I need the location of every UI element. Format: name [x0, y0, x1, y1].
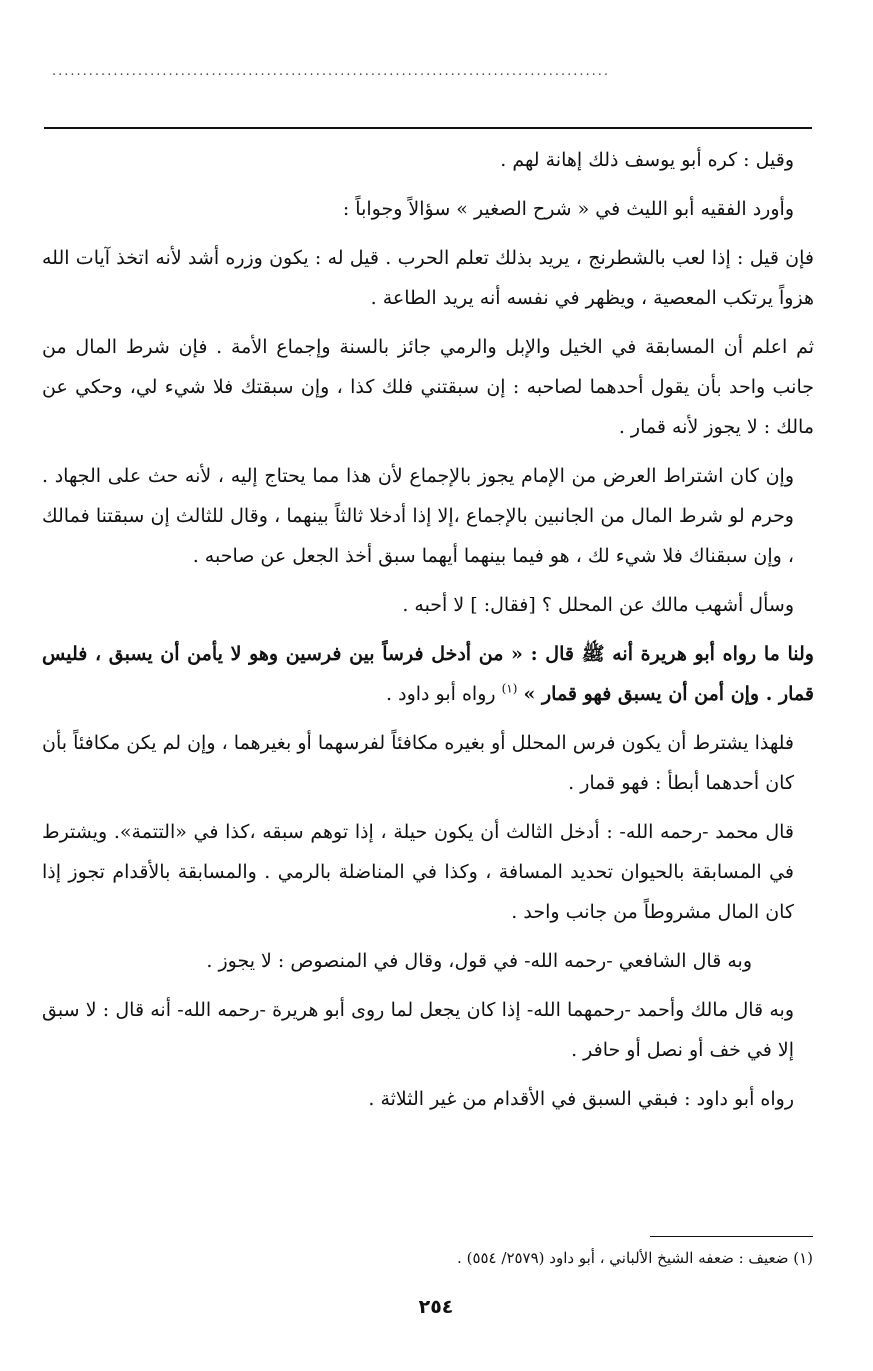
footnote-marker: (١): [501, 681, 518, 696]
paragraph-10: وبه قال الشافعي -رحمه الله- في قول، وقال في المنصوص : لا يجوز .: [206, 950, 752, 972]
page-body: [42, 140, 814, 1128]
page-number: ٢٥٤: [418, 1296, 454, 1318]
footnote: (١) ضعيف : ضعفه الشيخ الألباني ، أبو داود (٢٥٧٩/ ٥٥٤) .: [457, 1249, 813, 1267]
paragraph-1: وقيل : كره أبو يوسف ذلك إهانة لهم .: [500, 149, 794, 171]
paragraph-6: وسأل أشهب مالك عن المحلل ؟ [فقال: ] لا أحبه .: [402, 594, 794, 616]
paragraph-12: رواه أبو داود : فبقي السبق في الأقدام من غير الثلاثة .: [368, 1088, 794, 1110]
hadith-source: رواه أبو داود .: [386, 683, 496, 705]
paragraph-4: ثم اعلم أن المسابقة في الخيل والإبل والرمي جائز بالسنة وإجماع الأمة . فإن شرط المال من جانب واحد بأن يقول أحدهما لصاحبه : إن سبقتني فلك كذا ، وإن سبقتك فلا شيء لي، وحكي عن مالك : لا يجوز لأنه قمار .: [42, 336, 814, 438]
paragraph-5: وإن كان اشتراط العرض من الإمام يجوز بالإجماع لأن هذا مما يحتاج إليه ، لأنه حث على الجهاد . وحرم لو شرط المال من الجانبين بالإجماع ،إلا إذا أدخلا ثالثاً بينهما ، وقال للثالث إن سبقتنا فمالك ، وإن سبقناك فلا شيء لك ، هو فيما بينهما أيهما سبق أخذ الجعل عن صاحبه .: [42, 465, 794, 567]
paragraph-11: وبه قال مالك وأحمد -رحمهما الله- إذا كان يجعل لما روى أبو هريرة -رحمه الله- أنه قال : لا سبق إلا في خف أو نصل أو حافر .: [42, 999, 794, 1061]
paragraph-2: وأورد الفقيه أبو الليث في « شرح الصغير » سؤالاً وجواباً :: [342, 198, 794, 220]
paragraph-8: فلهذا يشترط أن يكون فرس المحلل أو بغيره مكافئاً لفرسهما أو بغيرهما ، وإن لم يكن مكافئاً بأن كان أحدهما أبطأ : فهو قمار .: [42, 732, 794, 794]
paragraph-3: فإن قيل : إذا لعب بالشطرنج ، يريد بذلك تعلم الحرب . قيل له : يكون وزره أشد لأنه اتخذ آيات الله هزواً يرتكب المعصية ، ويظهر في نفسه أنه يريد الطاعة .: [42, 247, 814, 309]
footnote-rule: [650, 1236, 813, 1237]
paragraph-7: [42, 634, 814, 714]
paragraph-9: قال محمد -رحمه الله- : أدخل الثالث أن يكون حيلة ، إذا توهم سبقه ،كذا في «التتمة». ويشترط في المسابقة بالحيوان تحديد المسافة ، وكذا في المناضلة بالرمي . والمسابقة بالأقدام تجوز إذا كان المال مشروطاً من جانب واحد .: [42, 821, 794, 923]
dotted-separator: ...........................................................................................: [52, 64, 611, 79]
hadith-text: ولنا ما رواه أبو هريرة أنه ﷺ قال : « من أدخل فرساً بين فرسين وهو لا يأمن أن يسبق ، فليس قمار . وإن أمن أن يسبق فهو قمار »: [42, 643, 814, 705]
header-rule: [44, 127, 812, 129]
